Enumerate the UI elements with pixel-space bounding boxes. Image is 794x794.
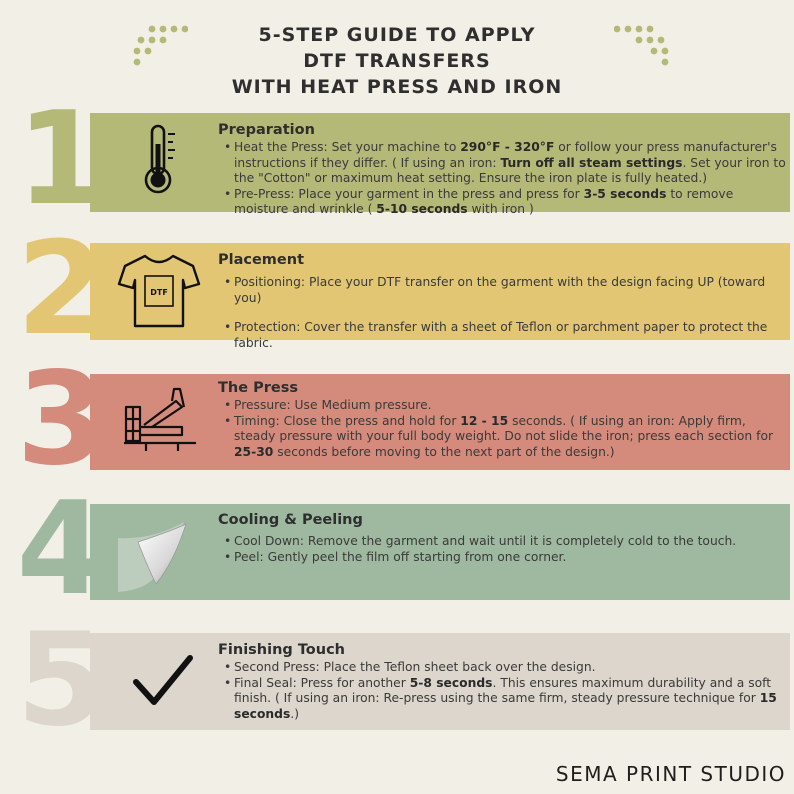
step-5-list <box>218 660 788 722</box>
step-4-title: Cooling & Peeling <box>218 512 363 528</box>
brand-name: SEMA PRINT STUDIO <box>555 762 786 786</box>
step-3-number: 3 <box>16 345 106 494</box>
step-5-content <box>218 641 788 722</box>
checkmark-icon <box>132 654 194 708</box>
dot-pattern-left <box>132 24 188 72</box>
step-4-number: 4 <box>16 475 106 624</box>
tshirt-icon <box>117 250 201 330</box>
page-title <box>0 22 794 100</box>
heat-press-icon <box>122 385 198 455</box>
step-4-content <box>218 511 788 565</box>
list-item: • Positioning: Place your DTF transfer on the garment with the design facing UP (toward you) <box>224 275 788 306</box>
step-1-list <box>218 140 788 218</box>
list-item: • Pressure: Use Medium pressure. <box>224 398 788 414</box>
step-2-number: 2 <box>16 215 106 364</box>
list-item: • Second Press: Place the Teflon sheet back over the design. <box>224 660 788 676</box>
list-item: • Pre-Press: Place your garment in the press and press for 3-5 seconds to remove moisture and wrinkle ( 5-10 seconds with iron ) <box>224 187 788 218</box>
step-2-content <box>218 251 788 351</box>
title-line-3: WITH HEAT PRESS AND IRON <box>231 76 563 98</box>
step-3-content <box>218 379 788 460</box>
list-item: • Protection: Cover the transfer with a sheet of Teflon or parchment paper to protect the fabric. <box>224 320 788 351</box>
step-1-number: 1 <box>16 85 106 234</box>
thermometer-icon <box>138 122 182 198</box>
list-item: • Cool Down: Remove the garment and wait until it is completely cold to the touch. <box>224 534 788 550</box>
title-line-1: 5-STEP GUIDE TO APPLY <box>258 24 536 46</box>
dot-pattern-right <box>614 24 670 72</box>
step-2-list <box>218 275 788 351</box>
step-4-list <box>218 534 788 565</box>
list-item: • Final Seal: Press for another 5-8 seconds. This ensures maximum durability and a soft finish. ( If using an iron: Re-press using the same firm, steady pressure technique for 15 seconds.) <box>224 676 788 723</box>
peel-corner-icon <box>112 518 194 598</box>
title-line-2: DTF TRANSFERS <box>303 50 491 72</box>
list-item: • Peel: Gently peel the film off starting from one corner. <box>224 550 788 566</box>
tshirt-label: DTF <box>150 288 168 297</box>
step-5-number: 5 <box>16 606 106 755</box>
list-item: • Heat the Press: Set your machine to 290°F - 320°F or follow your press manufacturer's instructions if they differ. ( If using an iron: Turn off all steam settings. Set your iron to the "Cotton" or maximum heat setting. Ensure the iron plate is fully heated.) <box>224 140 788 187</box>
step-3-title: The Press <box>218 380 298 396</box>
step-1-title: Preparation <box>218 122 315 138</box>
step-3-list <box>218 398 788 460</box>
list-item: • Timing: Close the press and hold for 12 - 15 seconds. ( If using an iron: Apply firm, steady pressure with your full body weight. Do not slide the iron; press each section for 25-30 seconds before moving to the next part of the design.) <box>224 414 788 461</box>
step-1-content <box>218 121 788 218</box>
step-5-title: Finishing Touch <box>218 642 346 658</box>
step-2-title: Placement <box>218 252 305 268</box>
